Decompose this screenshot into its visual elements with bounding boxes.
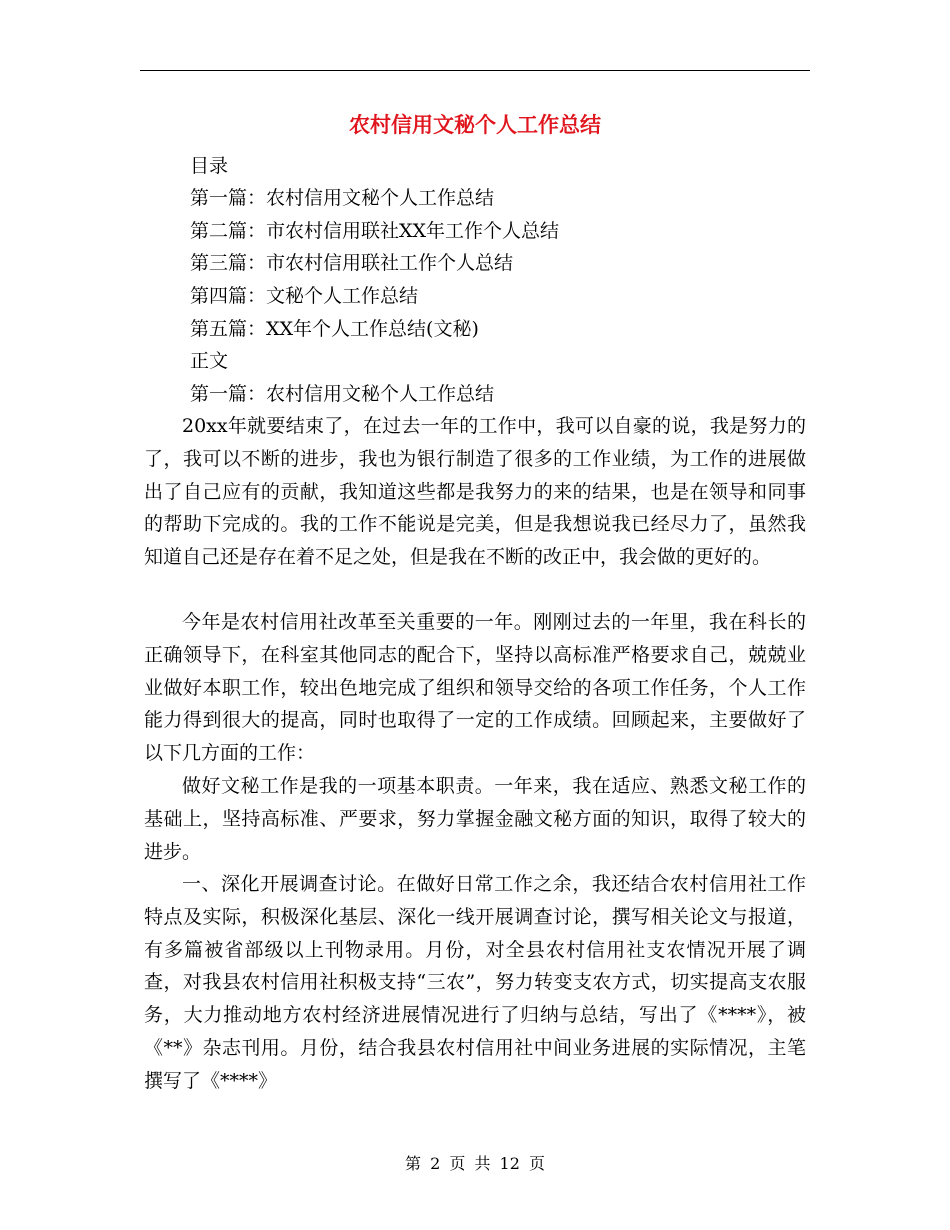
toc-item-2: 第二篇：市农村信用联社XX年工作个人总结 (190, 220, 560, 242)
section-heading: 第一篇：农村信用文秘个人工作总结 (190, 383, 495, 405)
body-paragraph-4: 一、深化开展调查讨论。在做好日常工作之余，我还结合农村信用社工作特点及实际，积极深化基层、深化一线开展调查讨论，撰写相关论文与报道，有多篇被省部级以上刊物录用。月份，对全县农村信用社支农情况开展了调查，对我县农村信用社积极支持“三农”，努力转变支农方式，切实提高支农服务，大力推动地方农村经济进展情况进行了归纳与总结，写出了《****》，被《**》杂志刊用。月份，结合我县农村信用社中间业务进展的实际情况，主笔撰写了《****》 (144, 873, 806, 1092)
header-rule (140, 70, 810, 71)
toc-item-1: 第一篇：农村信用文秘个人工作总结 (190, 187, 495, 209)
body-paragraph-3: 做好文秘工作是我的一项基本职责。一年来，我在适应、熟悉文秘工作的基础上，坚持高标准、严要求，努力掌握金融文秘方面的知识，取得了较大的进步。 (144, 775, 806, 863)
body-paragraph-1: 20xx年就要结束了，在过去一年的工作中，我可以自豪的说，我是努力的了，我可以不断的进步，我也为银行制造了很多的工作业绩，为工作的进展做出了自己应有的贡献，我知道这些都是我努力的来的结果，也是在领导和同事的帮助下完成的。我的工作不能说是完美，但是我想说我已经尽力了，虽然我知道自己还是存在着不足之处，但是我在不断的改正中，我会做的更好的。 (144, 415, 806, 569)
body-paragraph-2: 今年是农村信用社改革至关重要的一年。刚刚过去的一年里，我在科长的正确领导下，在科室其他同志的配合下，坚持以高标准严格要求自己，兢兢业业做好本职工作，较出色地完成了组织和领导交给的各项工作任务，个人工作能力得到很大的提高，同时也取得了一定的工作成绩。回顾起来，主要做好了以下几方面的工作： (144, 611, 806, 765)
document-title: 农村信用文秘个人工作总结 (349, 113, 601, 137)
toc-heading: 目录 (190, 155, 229, 177)
page-number: 第 2 页 共 12 页 (405, 1154, 545, 1173)
body-heading: 正文 (190, 350, 229, 372)
toc-item-5: 第五篇：XX年个人工作总结(文秘) (190, 318, 479, 340)
toc-item-3: 第三篇：市农村信用联社工作个人总结 (190, 252, 514, 274)
toc-item-4: 第四篇：文秘个人工作总结 (190, 285, 419, 307)
